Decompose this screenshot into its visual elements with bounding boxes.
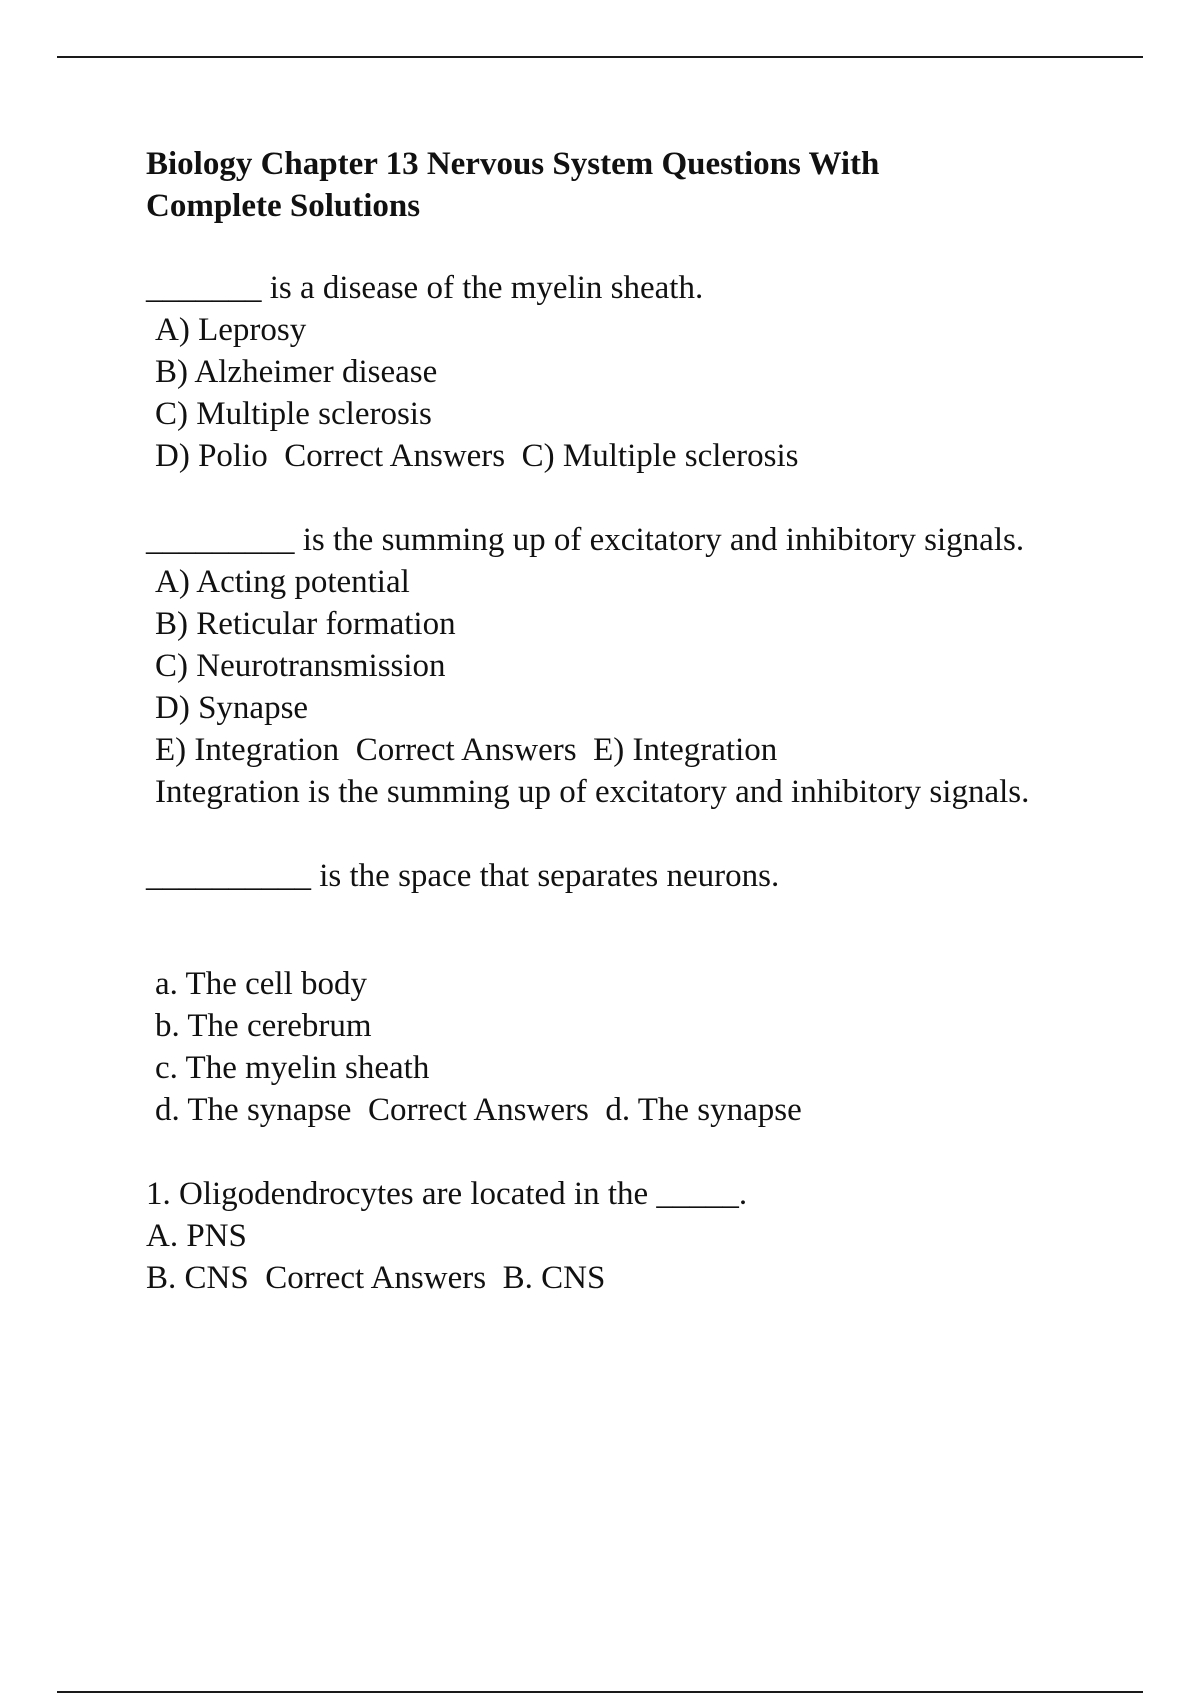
option-e-with-answer [146, 729, 1046, 771]
question-4 [146, 1173, 1046, 1299]
answer-explanation: Integration is the summing up of excitatory and inhibitory signals. [155, 774, 1030, 810]
answer-label: Correct Answers [265, 1260, 487, 1296]
answer-value: B. CNS [502, 1260, 606, 1296]
option-b: B) Reticular formation [155, 606, 456, 642]
question-stem: 1. Oligodendrocytes are located in the _____. [146, 1176, 748, 1212]
option-d: D) Synapse [155, 690, 309, 726]
option-d-with-answer [146, 1089, 1046, 1131]
option-c: c. The myelin sheath [155, 1050, 430, 1086]
question-stem: _______ is a disease of the myelin sheath. [146, 270, 704, 306]
document-body [146, 143, 1046, 1299]
answer-value: d. The synapse [605, 1092, 802, 1128]
answer-label: Correct Answers [284, 438, 506, 474]
question-stem: _________ is the summing up of excitatory and inhibitory signals. [146, 522, 1025, 558]
option-e: E) Integration [155, 732, 340, 768]
option-a: a. The cell body [155, 966, 367, 1002]
question-3 [146, 855, 1046, 1131]
question-stem: __________ is the space that separates neurons. [146, 858, 780, 894]
option-a: A) Acting potential [155, 564, 410, 600]
option-b: b. The cerebrum [155, 1008, 372, 1044]
option-d: D) Polio [155, 438, 268, 474]
answer-label: Correct Answers [355, 732, 577, 768]
header-rule [57, 56, 1143, 58]
option-b: B) Alzheimer disease [155, 354, 438, 390]
option-c: C) Neurotransmission [155, 648, 446, 684]
option-b-with-answer [146, 1257, 1046, 1299]
title-line-2: Complete Solutions [146, 188, 421, 224]
answer-value: C) Multiple sclerosis [521, 438, 799, 474]
question-1 [146, 267, 1046, 477]
option-d: d. The synapse [155, 1092, 352, 1128]
option-a: A. PNS [146, 1218, 247, 1254]
option-b: B. CNS [146, 1260, 249, 1296]
title-line-1: Biology Chapter 13 Nervous System Questions With [146, 146, 880, 182]
answer-value: E) Integration [593, 732, 778, 768]
question-2 [146, 519, 1046, 813]
option-d-with-answer [146, 435, 1046, 477]
footer-rule [57, 1691, 1143, 1693]
option-c: C) Multiple sclerosis [155, 396, 432, 432]
document-title [146, 143, 1046, 227]
option-a: A) Leprosy [155, 312, 307, 348]
answer-label: Correct Answers [367, 1092, 589, 1128]
